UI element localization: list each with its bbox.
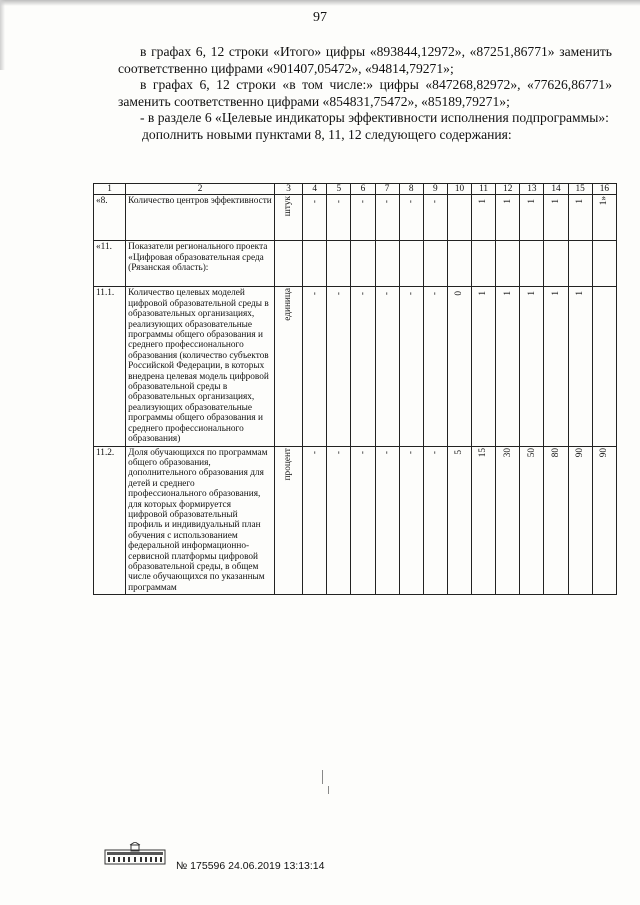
value-cell: - xyxy=(406,292,417,296)
value-cell: - xyxy=(430,292,441,296)
unit-label: единица xyxy=(283,288,294,322)
col-header: 10 xyxy=(447,184,471,195)
value-cell: 50 xyxy=(526,447,537,457)
col-header: 15 xyxy=(568,184,592,195)
table-row xyxy=(94,446,617,595)
amendment-text xyxy=(118,44,612,144)
document-registration-number: № 175596 24.06.2019 13:13:14 xyxy=(176,860,325,872)
value-cell: 1 xyxy=(502,198,513,204)
value-cell: - xyxy=(381,451,392,455)
indicator-name: Количество центров эффективности xyxy=(126,195,275,241)
value-cell: - xyxy=(406,200,417,204)
row-number: 11.2. xyxy=(94,446,126,595)
value-cell: - xyxy=(381,200,392,204)
col-header: 12 xyxy=(496,184,520,195)
col-header: 4 xyxy=(303,184,327,195)
value-cell: 1» xyxy=(599,196,610,206)
table-row xyxy=(94,195,617,241)
col-header: 2 xyxy=(126,184,275,195)
col-header: 3 xyxy=(275,184,303,195)
col-header: 8 xyxy=(399,184,423,195)
value-cell: - xyxy=(333,451,344,455)
unit-label: штук xyxy=(283,196,294,217)
value-cell: 15 xyxy=(478,447,489,457)
value-cell: 1 xyxy=(478,198,489,204)
table-header-row xyxy=(94,184,617,195)
unit-label: процент xyxy=(283,447,294,480)
col-header: 5 xyxy=(327,184,351,195)
value-cell: 1 xyxy=(550,198,561,204)
value-cell: 1 xyxy=(526,290,537,296)
value-cell: 80 xyxy=(550,447,561,457)
paragraph-2: в графах 6, 12 строки «в том числе:» цифры «847268,82972», «77626,86771» заменить соответственно цифрами «854831,75472», «85189,79271»; xyxy=(118,77,612,109)
indicator-name: Показатели регионального проекта «Цифровая образовательная среда (Рязанская область): xyxy=(126,241,275,287)
value-cell: 30 xyxy=(502,447,513,457)
col-header: 1 xyxy=(94,184,126,195)
value-cell: 90 xyxy=(574,447,585,457)
col-header: 13 xyxy=(520,184,544,195)
value-cell: 1 xyxy=(502,290,513,296)
row-number: «11. xyxy=(94,241,126,287)
page-number: 97 xyxy=(313,10,327,25)
building-stamp-icon xyxy=(104,842,166,866)
paragraph-4: дополнить новыми пунктами 8, 11, 12 следующего содержания: xyxy=(142,126,512,142)
col-header: 6 xyxy=(351,184,375,195)
value-cell: - xyxy=(430,200,441,204)
row-number: «8. xyxy=(94,195,126,241)
value-cell: - xyxy=(406,451,417,455)
value-cell: 1 xyxy=(550,290,561,296)
value-cell: - xyxy=(381,292,392,296)
row-number: 11.1. xyxy=(94,287,126,446)
value-cell: - xyxy=(333,292,344,296)
indicators-table xyxy=(93,183,617,595)
value-cell: 5 xyxy=(454,449,465,455)
scan-top-shadow xyxy=(0,0,640,6)
scan-speck xyxy=(322,770,323,784)
value-cell: 1 xyxy=(478,290,489,296)
table-row xyxy=(94,287,617,446)
col-header: 11 xyxy=(472,184,496,195)
value-cell: - xyxy=(333,200,344,204)
value-cell: - xyxy=(357,451,368,455)
scan-speck xyxy=(328,786,329,794)
value-cell: - xyxy=(309,292,320,296)
value-cell: 1 xyxy=(574,290,585,296)
value-cell: - xyxy=(357,292,368,296)
value-cell: 1 xyxy=(574,198,585,204)
value-cell: 0 xyxy=(454,290,465,296)
indicator-name: Доля обучающихся по программам общего образования, дополнительного образования для детей и среднего профессионального образования, для которых формируется цифровой образовательный профиль и индивидуальный план обучения с использованием федеральной информационно-сервисной платформы цифровой образовательной среды, в общем числе обучающихся по указанным программам xyxy=(126,446,275,595)
value-cell: 1 xyxy=(526,198,537,204)
value-cell: 90 xyxy=(599,447,610,457)
col-header: 14 xyxy=(544,184,568,195)
value-cell: - xyxy=(309,200,320,204)
indicator-name: Количество целевых моделей цифровой образовательной среды в образовательных организациях, реализующих образовательные программы общего образования и среднего профессионального образования (количество субъектов Российской Федерации, в которых внедрена целевая модель цифровой образовательной среды в образовательных организациях, реализующих образовательные программы общего образования и среднего профессионального образования) xyxy=(126,287,275,446)
col-header: 16 xyxy=(592,184,616,195)
paragraph-1: в графах 6, 12 строки «Итого» цифры «893844,12972», «87251,86771» заменить соответственно цифрами «901407,05472», «94814,79271»; xyxy=(118,44,612,76)
col-header: 9 xyxy=(423,184,447,195)
value-cell: - xyxy=(430,451,441,455)
value-cell: - xyxy=(309,451,320,455)
paragraph-3: - в разделе 6 «Целевые индикаторы эффективности исполнения подпрограммы»: xyxy=(140,110,609,126)
table-row xyxy=(94,241,617,287)
col-header: 7 xyxy=(375,184,399,195)
value-cell: - xyxy=(357,200,368,204)
